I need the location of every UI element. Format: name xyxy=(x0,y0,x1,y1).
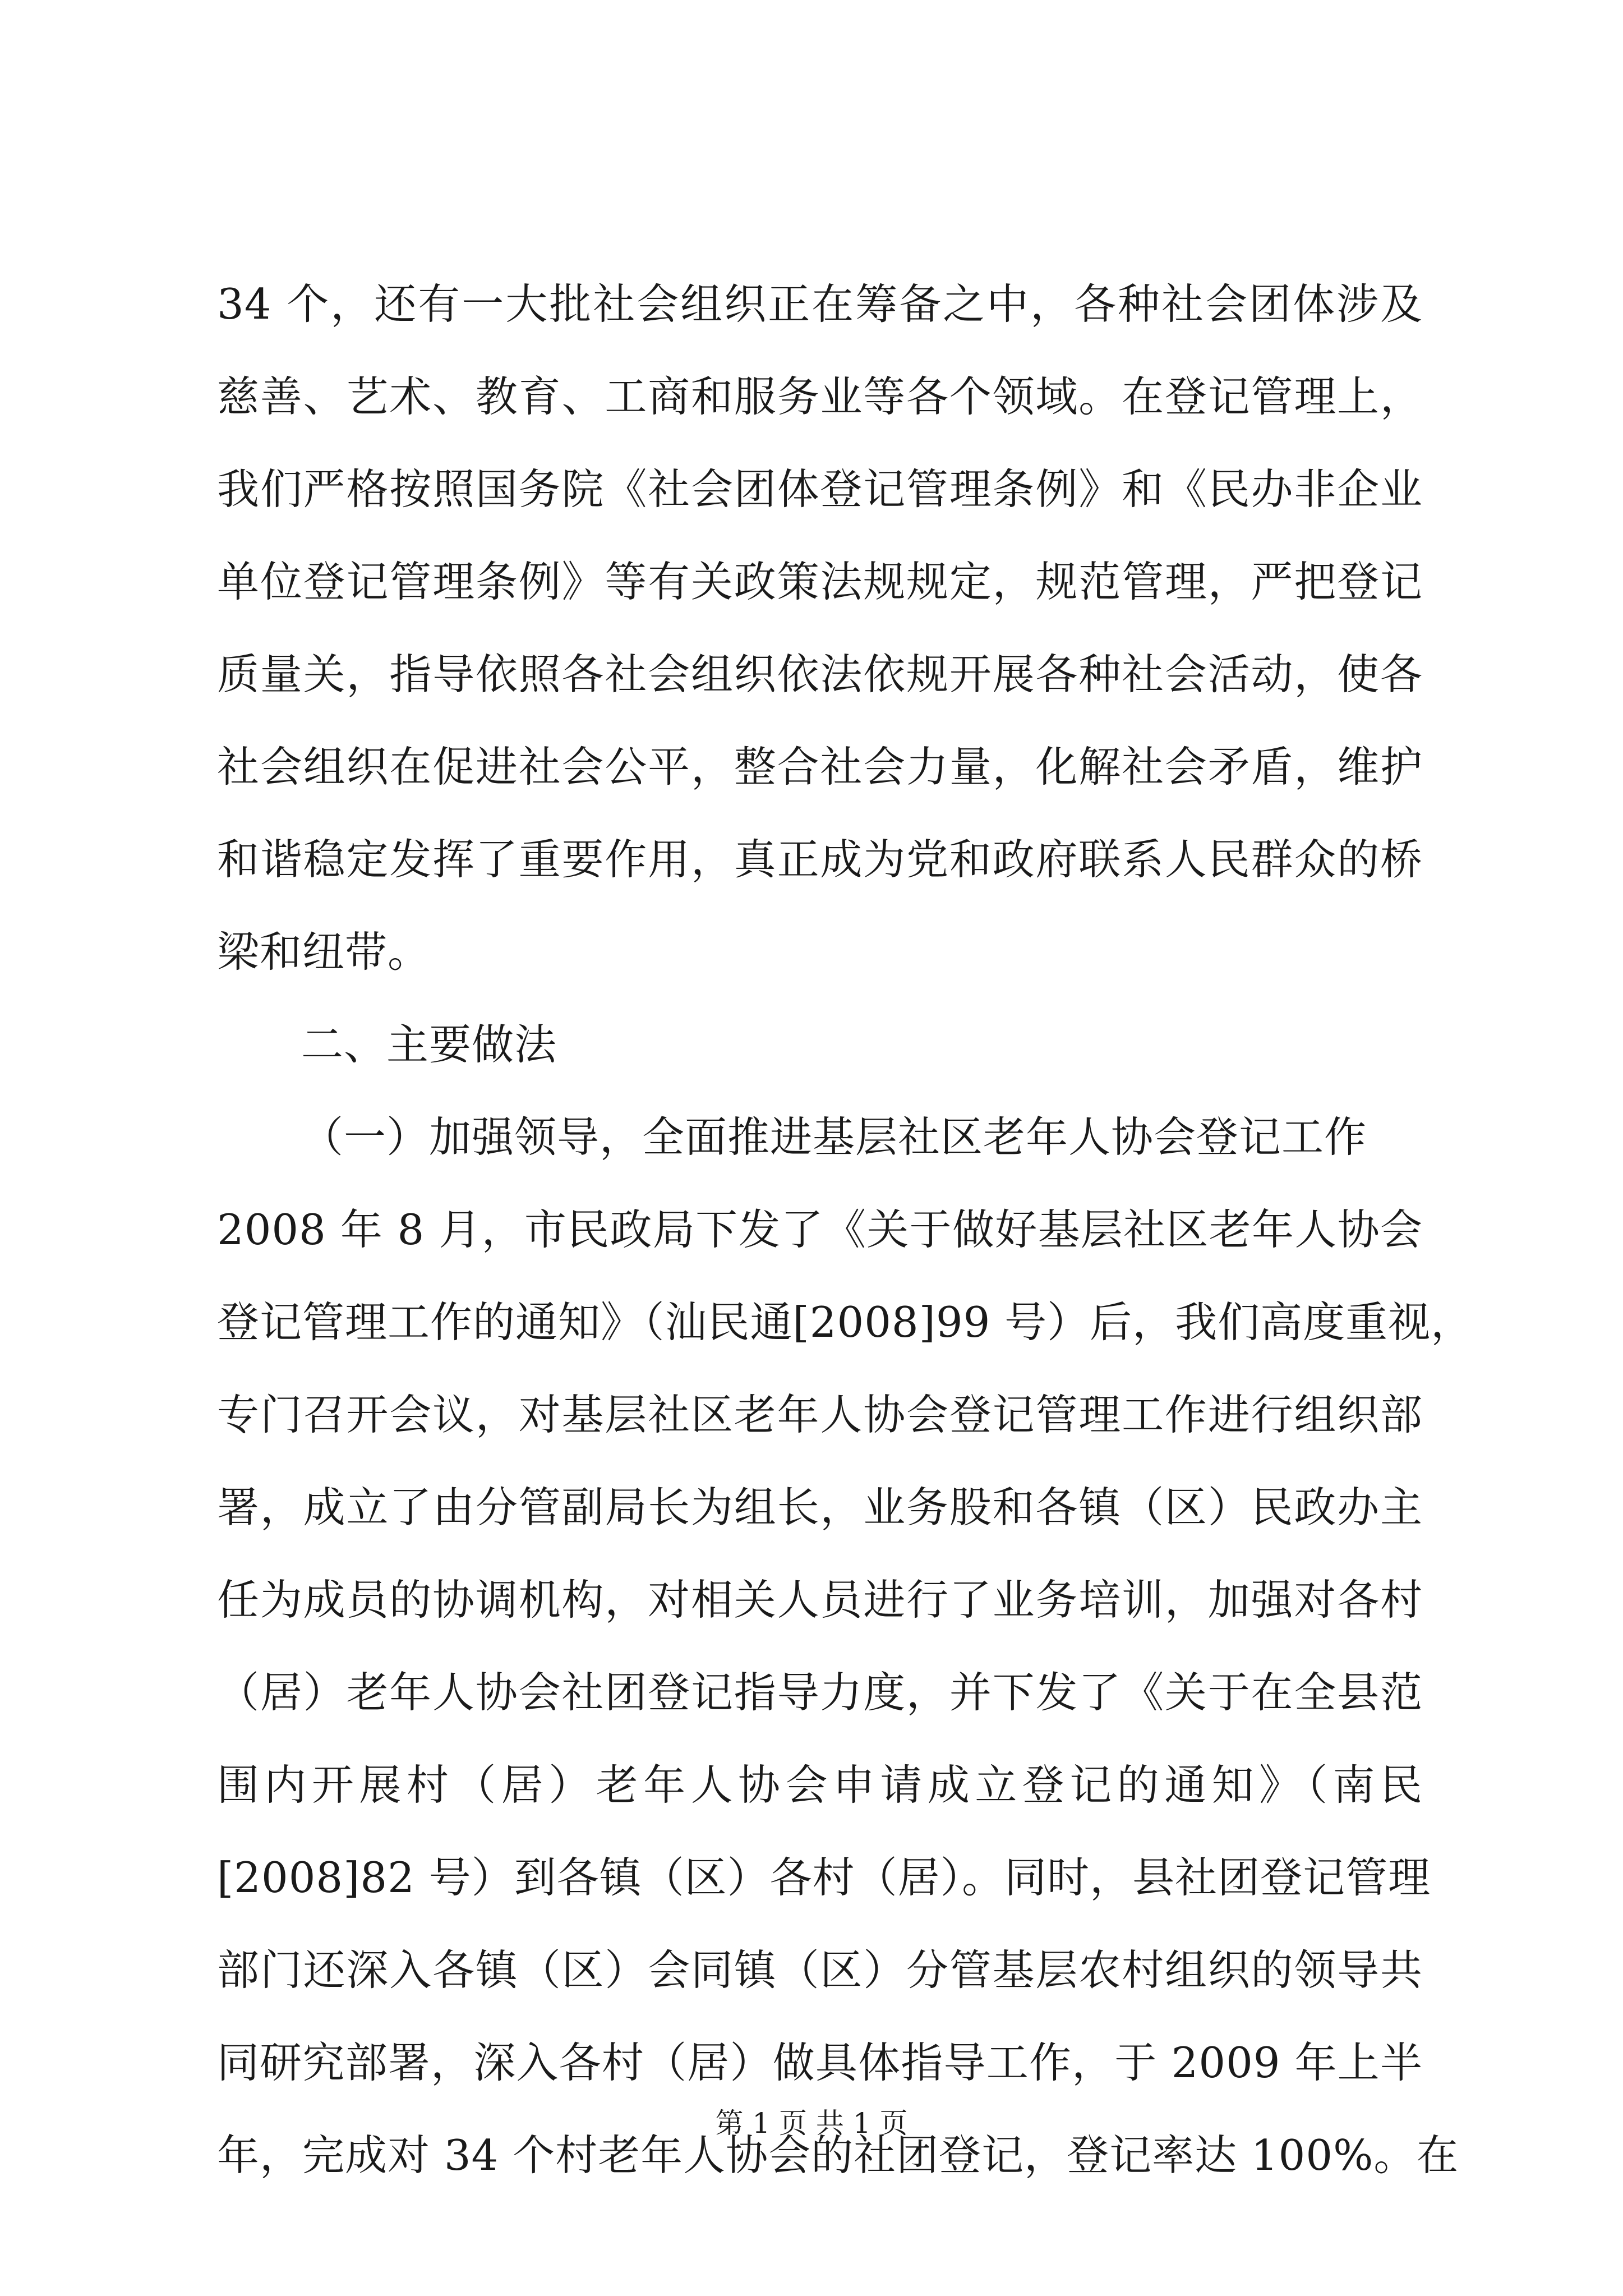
text-line: 我们严格按照国务院《社会团体登记管理条例》和《民办非企业 xyxy=(217,464,1423,514)
text-line: 部门还深入各镇（区）会同镇（区）分管基层农村组织的领导共 xyxy=(217,1945,1423,1995)
text-line: 专门召开会议，对基层社区老年人协会登记管理工作进行组织部 xyxy=(217,1390,1423,1439)
document-body xyxy=(217,258,1474,2202)
text-line: 同研究部署，深入各村（居）做具体指导工作，于 2009 年上半 xyxy=(217,2038,1423,2087)
text-line: 社会组织在促进社会公平，整合社会力量，化解社会矛盾，维护 xyxy=(217,742,1423,792)
text-line: 署，成立了由分管副局长为组长，业务股和各镇（区）民政办主 xyxy=(217,1483,1423,1532)
text-line: 34 个，还有一大批社会组织正在筹备之中，各种社会团体涉及 xyxy=(217,279,1423,329)
text-line: 任为成员的协调机构，对相关人员进行了业务培训，加强对各村 xyxy=(217,1575,1423,1625)
text-line: 单位登记管理条例》等有关政策法规规定，规范管理，严把登记 xyxy=(217,557,1423,606)
text-line: 质量关，指导依照各社会组织依法依规开展各种社会活动，使各 xyxy=(217,650,1423,699)
text-line: 梁和纽带。 xyxy=(217,927,431,977)
page-indicator: 第 1 页 共 1 页 xyxy=(715,2107,908,2139)
text-line: 围内开展村（居）老年人协会申请成立登记的通知》（南民 xyxy=(217,1760,1423,1810)
subsection-heading: （一）加强领导，全面推进基层社区老年人协会登记工作 xyxy=(301,1112,1367,1162)
text-line: （居）老年人协会社团登记指导力度，并下发了《关于在全县范 xyxy=(217,1668,1423,1717)
text-line: 登记管理工作的通知》（汕民通[2008]99 号）后，我们高度重视， xyxy=(217,1297,1474,1347)
page-footer xyxy=(0,2101,1623,2146)
text-line: 和谐稳定发挥了重要作用，真正成为党和政府联系人民群众的桥 xyxy=(217,835,1423,884)
text-line: 2008 年 8 月，市民政局下发了《关于做好基层社区老年人协会 xyxy=(217,1205,1423,1254)
text-line: [2008]82 号）到各镇（区）各村（居）。同时，县社团登记管理 xyxy=(217,1853,1431,1902)
text-line: 慈善、艺术、教育、工商和服务业等各个领域。在登记管理上， xyxy=(217,372,1423,421)
text-line: 年，完成对 34 个村老年人协会的社团登记，登记率达 100%。在 xyxy=(217,2131,1459,2180)
section-heading: 二、主要做法 xyxy=(301,1020,557,1069)
